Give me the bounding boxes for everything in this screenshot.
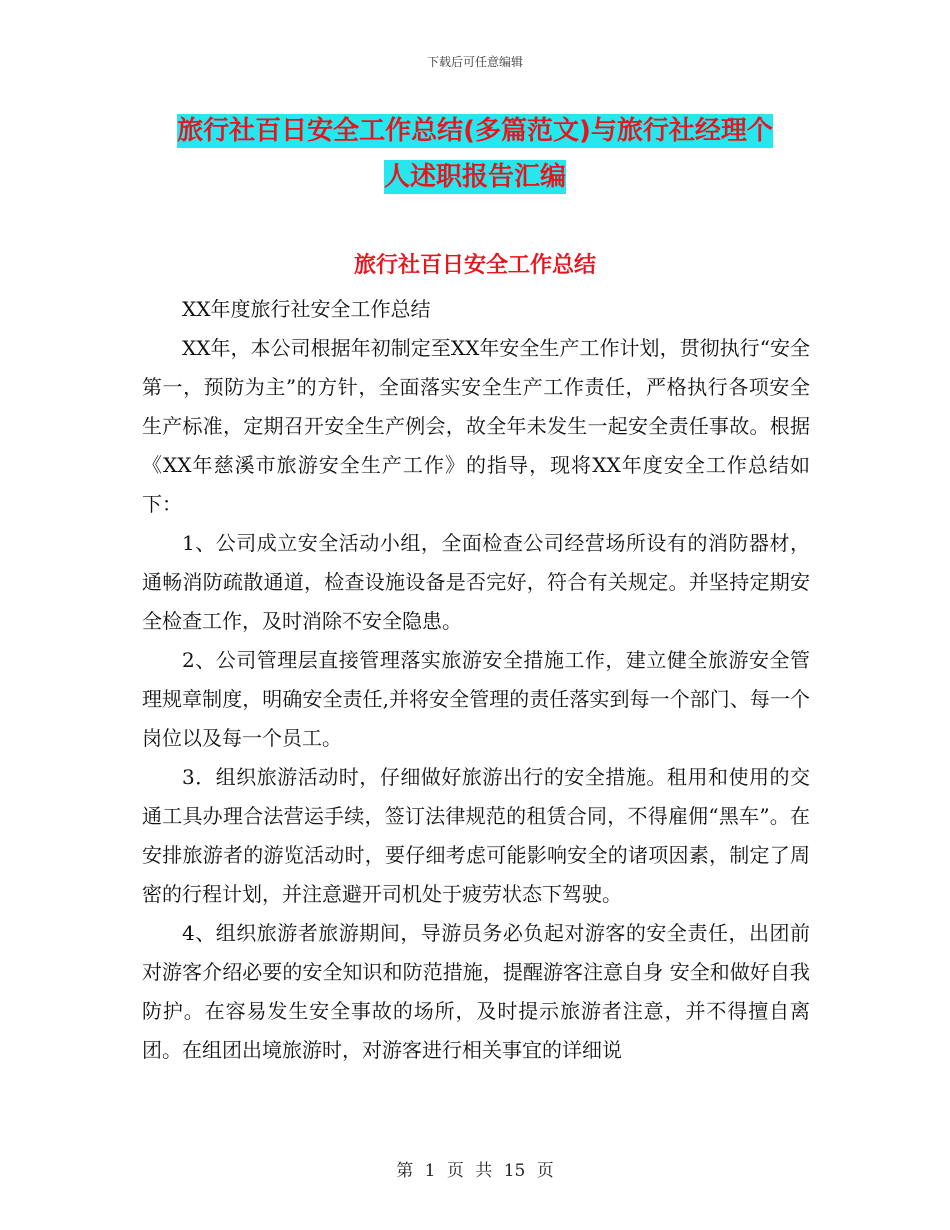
header-note: 下载后可任意编辑 bbox=[426, 55, 523, 69]
document-title-line-1: 旅行社百日安全工作总结(多篇范文)与旅行社经理个 bbox=[177, 116, 773, 146]
paragraph-item-4: 4、组织旅游者旅游期间，导游员务必负起对游客的安全责任，出团前对游客介绍必要的安全知识和防范措施，提醒游客注意自身 安全和做好自我防护。在容易发生安全事故的场所，及时提示旅游者注意，并不得擅自离团。在组团出境旅游时，对游客进行相关事宜的详细说 bbox=[142, 921, 810, 1062]
paragraph-intro: XX年，本公司根据年初制定至XX年安全生产工作计划，贯彻执行“安全第一，预防为主”的方针，全面落实安全生产工作责任，严格执行各项安全生产标准，定期召开安全生产例会，故全年未发生一起安全责任事故。根据《XX年慈溪市旅游安全生产工作》的指导，现将XX年度安全工作总结如下： bbox=[142, 336, 810, 516]
page-indicator: 第 1 页 共 15 页 bbox=[396, 1161, 554, 1181]
document-title bbox=[0, 108, 950, 200]
paragraph-item-3: 3．组织旅游活动时，仔细做好旅游出行的安全措施。租用和使用的交通工具办理合法营运手续，签订法律规范的租赁合同，不得雇佣“黑车”。在安排旅游者的游览活动时，要仔细考虑可能影响安全的诸项因素，制定了周密的行程计划，并注意避开司机处于疲劳状态下驾驶。 bbox=[142, 765, 810, 906]
paragraph-item-2: 2、公司管理层直接管理落实旅游安全措施工作，建立健全旅游安全管理规章制度，明确安全责任,并将安全管理的责任落实到每一个部门、每一个岗位以及每一个员工。 bbox=[142, 648, 810, 750]
section-title: 旅行社百日安全工作总结 bbox=[353, 253, 596, 278]
document-title-line-2: 人述职报告汇编 bbox=[383, 162, 566, 192]
paragraph-subtitle: XX年度旅行社安全工作总结 bbox=[182, 297, 431, 321]
paragraph-item-1: 1、公司成立安全活动小组，全面检查公司经营场所设有的消防器材，通畅消防疏散通道，检查设施设备是否完好，符合有关规定。并坚持定期安全检查工作，及时消除不安全隐患。 bbox=[142, 531, 810, 633]
document-body bbox=[142, 290, 810, 1070]
